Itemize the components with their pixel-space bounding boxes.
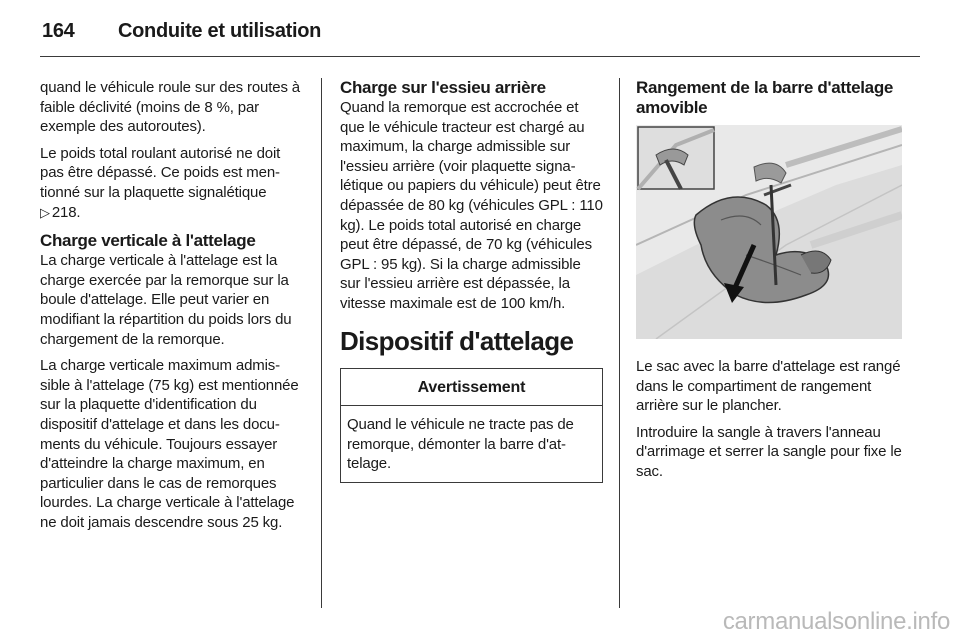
page-title: Conduite et utilisation	[118, 20, 322, 42]
page-reference-link[interactable]: 218.	[51, 203, 81, 221]
warning-title: Avertissement	[341, 369, 602, 407]
chapter-heading: Dispositif d'attelage	[340, 325, 574, 356]
section-heading: Rangement de la barre d'attelage amovible	[636, 78, 894, 117]
page-reference-arrow-icon: ▷	[40, 204, 50, 220]
paragraph: quand le véhicule roule sur des routes à faible déclivité (moins de 8 %, par exemple des autoroutes).	[40, 79, 301, 136]
page-number: 164	[42, 20, 75, 42]
column-left	[40, 78, 303, 539]
paragraph: La charge verticale maximum admissible à l'attelage (75 kg) est mentionnée sur la plaquette d'identification du dispositif d'attelage et dans les documents du véhicule. Toujours essayer d'atteindre la charge maximum, en particulier dans le cas de remorques lourdes. La charge verticale à l'attelage ne doit jamais descendre sous 25 kg.	[40, 357, 299, 531]
warning-box	[340, 368, 603, 483]
paragraph-text: Le poids total roulant autorisé ne doit pas être dépassé. Ce poids est mentionné sur la plaquette signalétique	[40, 144, 281, 201]
watermark: carmanualsonline.info	[722, 608, 950, 635]
column-right	[636, 78, 902, 489]
warning-text: Quand le véhicule ne tracte pas de remorque, démonter la barre d'attelage.	[347, 416, 574, 473]
paragraph: Introduire la sangle à travers l'anneau d'arrimage et serrer la sangle pour fixe le sac.	[636, 423, 902, 480]
page-header	[40, 14, 920, 57]
section-heading: Charge sur l'essieu arrière	[340, 78, 546, 97]
paragraph: Quand la remorque est accrochée et que le véhicule tracteur est chargé au maximum, la charge admissible sur l'essieu arrière (voir plaquette signalétique ou papiers du véhicule) peut être dépassée de 80 kg (véhicules GPL : 110 kg). Le poids total autorisé en charge peut être dépassé, de 70 kg (véhicules GPL : 95 kg). Si la charge admissible sur l'essieu arrière est dépassée, la vitesse maximale est de 100 km/h.	[340, 99, 603, 312]
paragraph: La charge verticale à l'attelage est la charge exercée par la remorque sur la boule d'attelage. Elle peut varier en modifiant la répartition du poids lors du chargement de la remorque.	[40, 252, 292, 348]
column-middle	[340, 78, 603, 483]
column-divider	[321, 78, 322, 608]
section-heading: Charge verticale à l'attelage	[40, 231, 256, 251]
paragraph	[40, 144, 303, 222]
column-divider	[619, 78, 620, 608]
tow-bar-bag-illustration	[636, 125, 902, 339]
paragraph: Le sac avec la barre d'attelage est rangé dans le compartiment de rangement arrière sur le plancher.	[636, 358, 901, 415]
